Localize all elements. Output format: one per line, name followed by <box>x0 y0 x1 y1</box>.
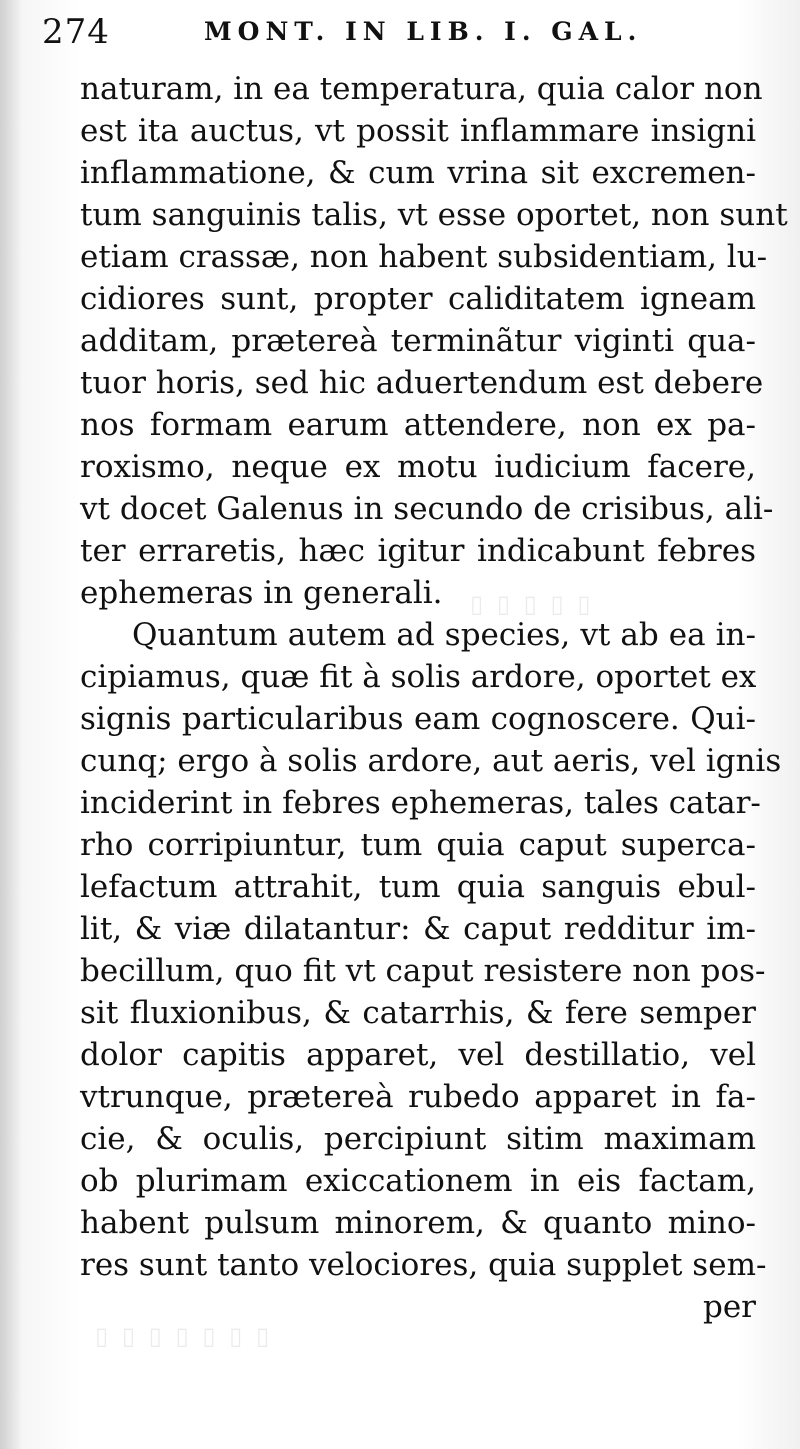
text-line: cie, & oculis, percipiunt sitim maximam <box>80 1121 756 1157</box>
text-line: becillum, quo fit vt caput resistere non pos- <box>80 953 766 989</box>
text-line: tum sanguinis talis, vt esse oportet, non sunt <box>80 197 788 233</box>
running-head: MONT. IN LIB. I. GAL. <box>204 17 643 46</box>
text-line: ter erraretis, hæc igitur indicabunt febres <box>80 533 756 569</box>
text-line: ephemeras in generali. <box>80 575 443 611</box>
text-line: sit fluxionibus, & catarrhis, & fere semper <box>80 995 756 1031</box>
text-line: cidiores sunt, propter caliditatem igneam <box>80 281 756 317</box>
show-through-texture: ▯ ▯ ▯ ▯ ▯ <box>470 590 594 618</box>
text-line: est ita auctus, vt possit inflammare insigni <box>80 113 756 149</box>
show-through-texture: ▯ ▯ ▯ ▯ ▯ ▯ ▯ <box>95 1322 273 1350</box>
text-line: ob plurimam exiccationem in eis factam, <box>80 1163 756 1199</box>
gutter-shadow <box>0 0 22 1449</box>
text-line: cunq; ergo à solis ardore, aut aeris, vel ignis <box>80 743 782 779</box>
body-text <box>80 68 788 1328</box>
text-line: lefactum attrahit, tum quia sanguis ebul- <box>80 869 756 905</box>
text-line: vt docet Galenus in secundo de crisibus, ali- <box>80 491 774 527</box>
text-line: dolor capitis apparet, vel destillatio, vel <box>80 1037 756 1073</box>
paragraph-2 <box>80 614 782 1286</box>
text-line: inciderint in febres ephemeras, tales catar- <box>80 785 761 821</box>
text-line: tuor horis, sed hic aduertendum est debere <box>80 365 764 401</box>
page-header <box>42 12 742 52</box>
text-line: nos formam earum attendere, non ex pa- <box>80 407 756 443</box>
text-line: etiam crassæ, non habent subsidentiam, lu- <box>80 239 768 275</box>
text-line: Quantum autem ad species, vt ab ea in- <box>132 617 756 653</box>
text-line: rho corripiuntur, tum quia caput superca- <box>80 827 756 863</box>
text-line: res sunt tanto velociores, quia supplet sem- <box>80 1247 767 1283</box>
text-line: roxismo, neque ex motu iudicium facere, <box>80 449 756 485</box>
text-line: cipiamus, quæ fit à solis ardore, oportet ex <box>80 659 757 695</box>
text-line: lit, & viæ dilatantur: & caput redditur im- <box>80 911 756 947</box>
text-line: naturam, in ea temperatura, quia calor non <box>80 71 763 107</box>
text-line: additam, prætereà terminãtur viginti qua- <box>80 323 756 359</box>
text-line: vtrunque, prætereà rubedo apparet in fa- <box>80 1079 756 1115</box>
page-number: 274 <box>42 12 110 52</box>
text-line: signis particularibus eam cognoscere. Qui- <box>80 701 756 737</box>
text-line: inflammatione, & cum vrina sit excremen- <box>80 155 756 191</box>
paragraph-1 <box>80 68 788 614</box>
text-line: habent pulsum minorem, & quanto mino- <box>80 1205 756 1241</box>
catchword: per <box>702 1289 756 1325</box>
